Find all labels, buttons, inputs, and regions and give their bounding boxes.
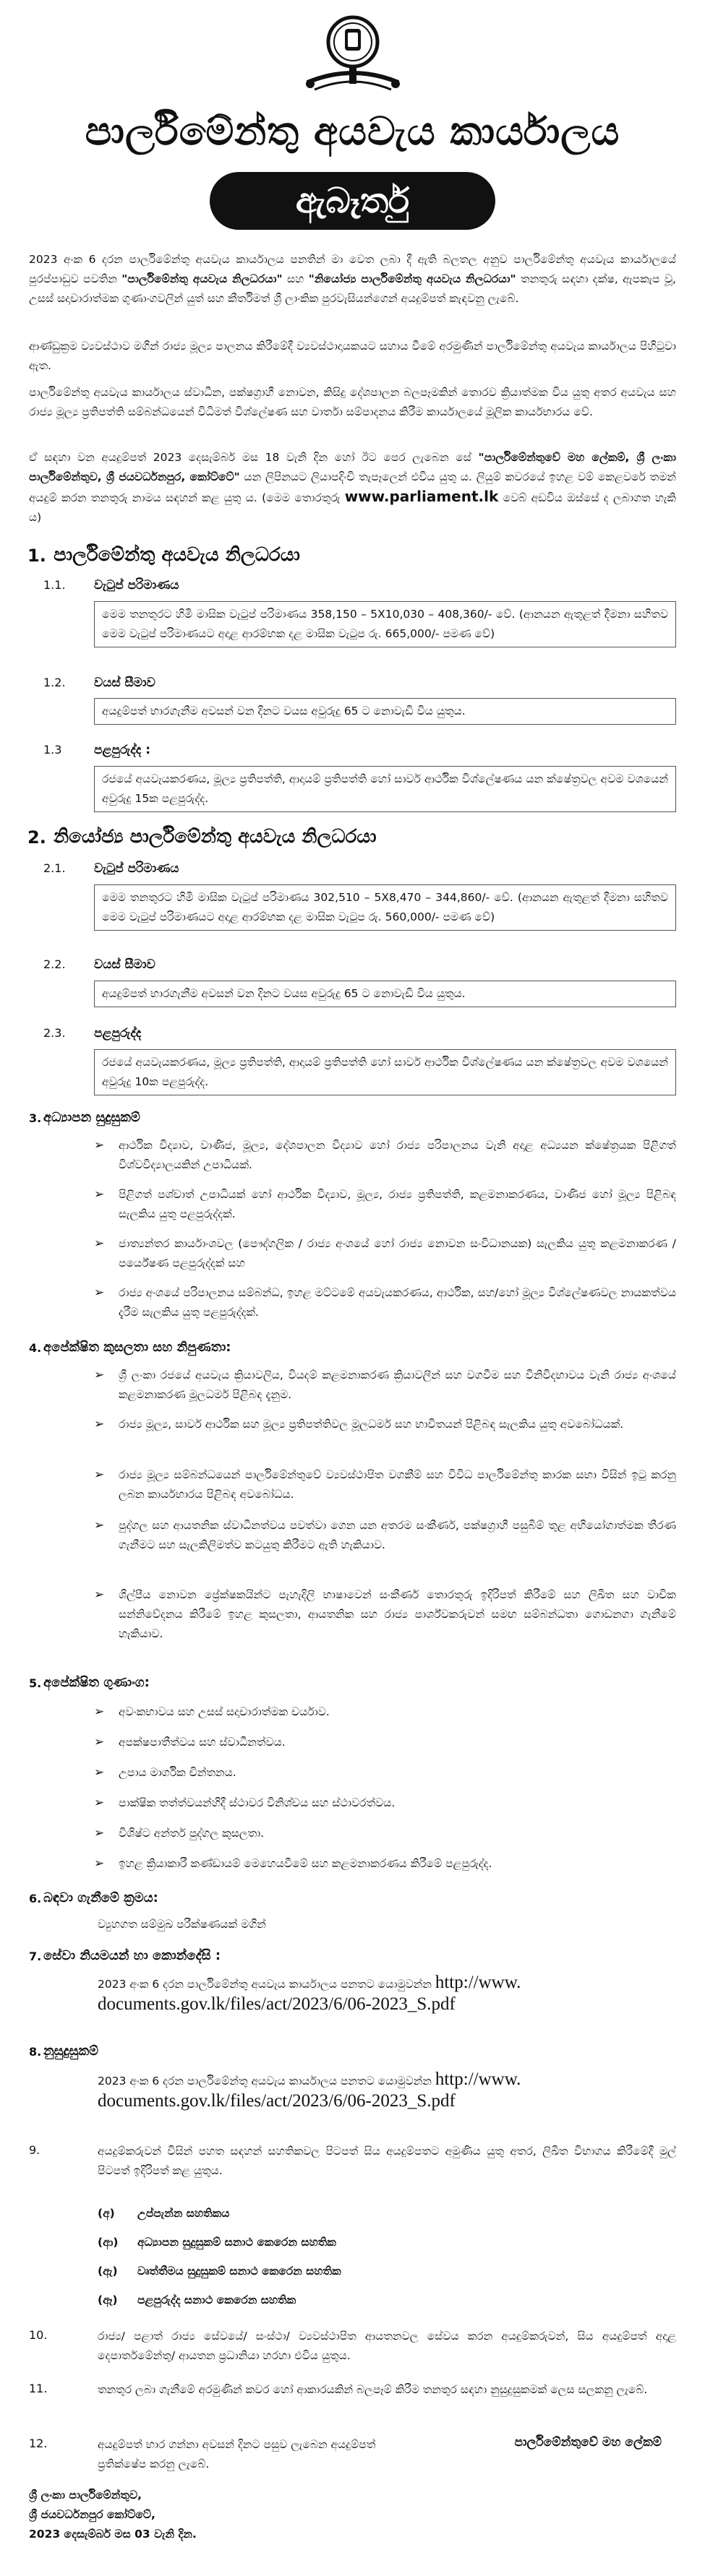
note-11: තනතුර ලබා ගැනීමේ අරමුණින් කවර හෝ ආකාරයකින් බලපෑම් කිරීම තනතුර සඳහා නුසුදුසුකමක් ලෙස සලකනු ලැබේ. (98, 2383, 648, 2396)
office-title: පාර්ලිමේන්තු අයවැය කාර්යාලය (85, 108, 620, 154)
intro-paragraph-4: ඒ සඳහා වන අයදුම්පත් 2023 දෙසැම්බර් මස 18 වැනි දින හෝ ඊට පෙර ලැබෙන සේ "පාර්ලිමේන්තුවේ මහ ලේකම්, ශ්‍රී ලංකා පාර්ලිමේන්තුව, ශ්‍රී ජයවර්ධනපුර, කෝට්ටේ" යන ලිපිනයට ලියාපදිංචි තැපෑලෙන් එවිය යුතු ය. ලියුම් කවරයේ ඉහළ වම් කෙළවරේ තමන් අයදුම් කරන තනතුරු නාමය සඳහන් කළ යුතු ය. (මෙම තොරතුරු www.parliament.lk වෙබ් අඩවිය ඔස්සේ ද ලබාගත හැකි ය) (29, 451, 677, 524)
address-line: ශ්‍රී ලංකා පාර්ලිමේන්තුව, (29, 2489, 142, 2502)
recruitment-method-heading: බඳවා ගැනීමේ ක්‍රමය: (43, 1890, 158, 1905)
certificates-text: අයදුම්කරුවන් විසින් පහත සඳහන් සහතිකවල පිටපත් සිය අයදුම්පතට අමුණිය යුතු අතර, ලිඛිත විභාගය කිරීමේදී මුල් පිටපත් ඉදිරිපත් කළ යුතුය. (98, 2145, 676, 2177)
salary-scale-heading: වැටුප් පරිමාණය (94, 861, 179, 876)
list-item: ➢ පිළිගත් පශ්චාත් උපාධියක් හෝ ආර්ථික විද්‍යාව, මූල්‍ය, රාජ්‍ය ප්‍රතිපත්ති, කළමනාකරණය, වාණිජ හෝ මූල්‍ය පිළිබඳ සැලකිය යුතු පළපුරුද්දක්. (94, 1185, 676, 1224)
act-document-link[interactable]: documents.gov.lk/files/act/2023/6/06-2023_S.pdf (98, 1994, 456, 2014)
intro-paragraph-3: පාර්ලිමේන්තු අයවැය කාර්යාලය ස්වාධීන, පක්ෂග්‍රාහී නොවන, කිසිදු දේශපාලන බලපෑමකින් තොරව ක්‍රියාත්මක විය යුතු අතර අයවැය සහ රාජ්‍ය මූල්‍ය ප්‍රතිපත්ති සම්බන්ධයෙන් විධිමත් විශ්ලේෂණ සහ වාර්තා සම්පාදනය කිරීම කාර්යාලයේ මූලික කාර්යභාරය වේ. (29, 386, 676, 418)
salary-scale-heading: වැටුප් පරිමාණය (94, 578, 179, 593)
act-document-link[interactable]: documents.gov.lk/files/act/2023/6/06-2023_S.pdf (98, 2091, 456, 2111)
parliament-emblem-icon (300, 13, 406, 100)
list-item: ➢ රාජ්‍ය අංශයේ පරිපාලනය සම්බන්ධ, ඉහළ මට්ටමේ අයවැයකරණය, ආර්ථික, සහ/හෝ මූල්‍ය විශ්ලේෂණවල නායකත්වය දැරීම සැලකිය යුතු පළපුරුද්දක්. (94, 1283, 676, 1322)
age-limit-box: අයදුම්පත් භාරගැනීම අවසන් වන දිනට වයස අවුරුදු 65 ට නොවැඩි විය යුතුය. (94, 698, 676, 725)
act-document-link[interactable]: http://www. (435, 2069, 521, 2089)
age-limit-heading: වයස් සීමාව (94, 676, 155, 690)
section-title: පාර්ලිමේන්තු අයවැය නිලධරයා (54, 544, 300, 566)
experience-box: රජයේ අයවැයකරණය, මූල්‍ය ප්‍රතිපත්ති, ආදායම් ප්‍රතිපත්ති හෝ සාර්ව ආර්ථික විශ්ලේෂණය යන ක්ෂේත්‍රවල අවම වශයෙන් අවුරුදු 15ක පළපුරුද්ද. (94, 766, 676, 812)
experience-heading: පළපුරුද්ද (94, 1026, 142, 1041)
signatory-title: පාර්ලිමේන්තුවේ මහ ලේකම් (514, 2435, 662, 2450)
age-limit-box: අයදුම්පත් භාරගැනීම අවසන් වන දිනට වයස අවුරුදු 65 ට නොවැඩි විය යුතුය. (94, 981, 676, 1007)
disqualifications-text: 2023 අංක 6 දරන පාර්ලිමේන්තු අයවැය කාර්යාලය පනතට යොමුවන්න http://www. documents.gov.lk/files/act/2023/6/06-2023_S.pdf (98, 2069, 521, 2111)
skills-heading: අපේක්ෂිත කුසලතා සහ නිපුණතා: (43, 1340, 231, 1355)
attributes-heading: අපේක්ෂිත ගුණාංග: (43, 1675, 150, 1690)
list-item: ➢ රාජ්‍ය මූල්‍ය, සාර්ව ආර්ථික සහ මූල්‍ය ප්‍රතිපත්තිවල මූලධර්ම සහ භාවිතයන් පිළිබඳ සැලකිය යුතු අවබෝධයක්. (94, 1415, 676, 1434)
service-conditions-heading: සේවා නියමයන් හා කොන්දේසි : (43, 1948, 221, 1963)
list-item: (ආ) අධ්‍යාපන සුදුසුකම් සනාථ කෙරෙන සහතික (98, 2236, 336, 2249)
advertisement-page: පාර්ලිමේන්තු අයවැය කාර්යාලය ඇබෑර්තු 2023 අංක 6 දරන පාර්ලිමේන්තු අයවැය කාර්යාලය පනතින් මා වෙත ලබා දී ඇති බලතල අනුව පාර්ලිමේන්තු අයවැය කාර්යාලයේ පුරප්පාඩුව පවතින "පාර්ලිමේන්තු අයවැය නිලධරයා" සහ "නියෝජ්‍ය පාර්ලිමේන්තු අයවැය නිලධරයා" තනතුරු සඳහා දක්ෂ, ඇපකැප වූ, උසස් සදාචාරාත්මක ගුණාංගවලින් යුත් සහ කීර්තිමත් ශ්‍රී ලාංකික පුරවැසියන්ගෙන් අයදුම්පත් කැඳවනු ලැබේ. ආණ්ඩුක්‍රම ව්‍යවස්ථාව මගින් රාජ්‍ය මූල්‍ය පාලනය කිරීමේදී ව්‍යවස්ථාදායකයට සහාය වීමේ අරමුණින් පාර්ලිමේන්තු අයවැය කාර්යාලය පිහිටුවා ඇත. පාර්ලිමේන්තු අයවැය කාර්යාලය ස්වාධීන, පක්ෂග්‍රාහී නොවන, කිසිදු දේශපාලන බලපෑමකින් තොරව ක්‍රියාත්මක විය යුතු අතර අයවැය සහ රාජ්‍ය මූල්‍ය ප්‍රතිපත්ති සම්බන්ධයෙන් විධිමත් විශ්ලේෂණ සහ වාර්තා සම්පාදනය කිරීම කාර්යාලයේ මූලික කාර්යභාරය වේ. ඒ සඳහා වන අයදුම්පත් 2023 දෙසැම්බර් මස 18 වැනි දින හෝ ඊට පෙර ලැබෙන සේ "පාර්ලිමේන්තුවේ මහ ලේකම්, ශ්‍රී ලංකා පාර්ලිමේන්තුව, ශ්‍රී ජයවර්ධනපුර, කෝට්ටේ" යන ලිපිනයට ලියාපදිංචි තැපෑලෙන් එවිය යුතු ය. ලියුම් කවරයේ ඉහළ වම් කෙළවරේ තමන් අයදුම් කරන තනතුරු නාමය සඳහන් කළ යුතු ය. (මෙම තොරතුරු www.parliament.lk වෙබ් අඩවිය ඔස්සේ ද ලබාගත හැකි ය) 1. පාර්ලිමේන්තු අයවැය නිලධරයා 1.1. වැටුප් පරිමාණය මෙම තනතුරට හිමි මාසික වැටුප් පරිමාණය 358,150 – 5X10,030 – 408,360/- වේ. (ආනයන ඇතුළත් දීමනා සහිතව මෙම වැටුප් පරිමාණයට අදාළ ආරම්භක දළ මාසික වැටුප රු. 665,000/- පමණ වේ) 1.2. වයස් සීමාව අයදුම්පත් භාරගැනීම අවසන් වන දිනට වයස අවුරුදු 65 ට නොවැඩි විය යුතුය. 1.3 පළපුරුද්ද : රජයේ අයවැයකරණය, මූල්‍ය ප්‍රතිපත්ති, ආදායම් ප්‍රතිපත්ති හෝ සාර්ව ආර්ථික විශ්ලේෂණය යන ක්ෂේත්‍රවල අවම වශයෙන් අවුරුදු 15ක පළපුරුද්ද. 2. නියෝජ්‍ය පාර්ලිමේන්තු අයවැය නිලධරයා 2.1. වැටුප් පරිමාණය මෙම තනතුරට හිමි මාසික වැටුප් පරිමාණය 302,510 – 5X8,470 – 344,860/- වේ. (ආනයන ඇතුළත් දීමනා සහිතව මෙම වැටුප් පරිමාණයට අදාළ ආරම්භක දළ මාසික වැටුප රු. 560,000/- පමණ වේ) 2.2. වයස් සීමාව අයදුම්පත් භාරගැනීම අවසන් වන දිනට වයස අවුරුදු 65 ට නොවැඩි විය යුතුය. 2.3. පළපුරුද්ද රජයේ අයවැයකරණය, මූල්‍ය ප්‍රතිපත්ති, ආදායම් ප්‍රතිපත්ති හෝ සාර්ව ආර්ථික විශ්ලේෂණය යන ක්ෂේත්‍රවල අවම වශයෙන් අවුරුදු 10ක පළපුරුද්ද. 3. අධ්‍යාපන සුදුසුකම් ➢ ආර්ථික විද්‍යාව, වාණිජ, මූල්‍ය, දේශපාලන විද්‍යාව හෝ රාජ්‍ය පරිපාලනය වැනි අදාළ අධ්‍යයන ක්ෂේත්‍රයක පිළිගත් විශ්වවිද්‍යාලයකින් උපාධියක්. ➢ පිළිගත් පශ්චාත් උපාධියක් හෝ ආර්ථික විද්‍යාව, මූල්‍ය, රාජ්‍ය ප්‍රතිපත්ති, කළමනාකරණය, වාණිජ හෝ මූල්‍ය පිළිබඳ සැලකිය යුතු පළපුරුද්දක්. ➢ ජාත්‍යන්තර කාර්යාංශවල (පෞද්ගලික / රාජ්‍ය අංශයේ හෝ රාජ්‍ය නොවන සංවිධානයක) සැලකිය යුතු කළමනාකරණ / පර්යේෂණ පළපුරුද්දක් සහ ➢ රාජ්‍ය අංශයේ පරිපාලනය සම්බන්ධ, ඉහළ මට්ටමේ අයවැයකරණය, ආර්ථික, සහ/හෝ මූල්‍ය විශ්ලේෂණවල නායකත්වය දැරීම සැලකිය යුතු පළපුරුද්දක්. 4. අපේක්ෂිත කුසලතා සහ නිපුණතා: ➢ ශ්‍රී ලංකා රජයේ අයවැය ක්‍රියාවලිය, වියදම් කළමනාකරණ ක්‍රියාවලීන් සහ වගවීම සහ විනිවිදභාවය වැනි රාජ්‍ය අංශයේ කළමනාකරණ මූලධර්ම පිළිබඳ දැනුම. ➢ රාජ්‍ය මූල්‍ය, සාර්ව ආර්ථික සහ මූල්‍ය ප්‍රතිපත්තිවල මූලධර්ම සහ භාවිතයන් පිළිබඳ සැලකිය යුතු අවබෝධයක්. ➢ රාජ්‍ය මූල්‍ය සම්බන්ධයෙන් පාර්ලිමේන්තුවේ ව්‍යවස්ථාපිත වගකීම් සහ විවිධ පාර්ලිමේන්තු කාරක සභා විසින් ඉටු කරනු ලබන කාර්යභාරය පිළිබඳ අවබෝධය. ➢ පුද්ගල සහ ආයතනික ස්වාධීනත්වය පවත්වා ගෙන යන අතරම සංකීර්ණ, පක්ෂග්‍රාහී පසුබිම් තුළ අභියෝගාත්මක තීරණ ගැනීමට සහ සැලකිලිමත්ව කටයුතු කිරීමට ඇති හැකියාව. ➢ ශිල්පීය නොවන ප්‍රේක්ෂකයින්ට පැහැදිලි භාෂාවෙන් සංකීර්ණ තොරතුරු ඉදිරිපත් කිරීමේ සහ ලිඛිත සහ වාචික සන්නිවේදනය කිරීමේ ඉහළ කුසලතා, ආයතනික සහ රාජ්‍ය පාර්ශ්වකරුවන් සමඟ සම්බන්ධතා ගොඩනගා ගැනීමේ හැකියාව. 5. අපේක්ෂිත ගුණාංග: ➢ අවංකභාවය සහ උසස් සදාචාරාත්මක චර්යාව. ➢ අපක්ෂපාතීත්වය සහ ස්වාධීනත්වය. ➢ උපාය මාර්ගික චින්තනය. ➢ පාක්ෂික තත්ත්වයන්හිදී ස්ථාවර විනිශ්චය සහ ස්ථාවරත්වය. ➢ විශිෂ්ට අන්තර් පුද්ගල කුසලතා. ➢ ඉහළ ක්‍රියාකාරී කණ්ඩායම් මෙහෙයවීමේ සහ කළමනාකරණය කිරීමේ පළපුරුද්ද. 6. බඳවා ගැනීමේ ක්‍රමය: ව්‍යුහගත සම්මුඛ පරීක්ෂණයක් මගින් 7. සේවා නියමයන් හා කොන්දේසි : 2023 අංක 6 දරන පාර්ලිමේන්තු අයවැය කාර්යාලය පනතට යොමුවන්න http://www. documents.gov.lk/files/act/2023/6/06-2023_S.pdf 8. නුසුදුසුකම් 2023 අංක 6 දරන පාර්ලිමේන්තු අයවැය කාර්යාලය පනතට යොමුවන්න http://www. documents.gov.lk/files/act/2023/6/06-2023_S.pdf 9. අයදුම්කරුවන් විසින් පහත සඳහන් සහතිකවල පිටපත් සිය අයදුම්පතට අමුණිය යුතු අතර, ලිඛිත විභාගය කිරීමේදී මුල් පිටපත් ඉදිරිපත් කළ යුතුය. (අ) උප්පැන්න සහතිකය (ආ) අධ්‍යාපන සුදුසුකම් සනාථ කෙරෙන සහතික (ඇ) වෘත්තීමය සුදුසුකම් සනාථ කෙරෙන සහතික (ඈ) පළපුරුද්ද සනාථ කෙරෙන සහතික 10. රාජ්‍ය/ පළාත් රාජ්‍ය සේවයේ/ සංස්ථා/ ව්‍යවස්ථාපිත ආයතනවල සේවය කරන අයදුම්කරුවන්, සිය අයදුම්පත් අදාළ දෙපාර්තමේන්තු/ ආයතන ප්‍රධානියා හරහා එවිය යුතුය. 11. තනතුර ලබා ගැනීමේ අරමුණින් කවර හෝ ආකාරයකින් බලපෑම් කිරීම තනතුර සඳහා නුසුදුසුකමක් ලෙස සලකනු ලැබේ. 12. අයදුම්පත් භාර ගන්නා අවසන් දිනට පසුව ලැබෙන අයදුම්පත් ප්‍රතික්ෂේප කරනු ලැබේ. පාර්ලිමේන්තුවේ මහ ලේකම් ශ්‍රී ලංකා පාර්ලිමේන්තුව, ශ්‍රී ජයවර්ධනපුර කෝට්ටේ, 2023 දෙසැම්බර් මස 03 වැනි දින. (0, 0, 705, 2576)
list-item: (ඇ) වෘත්තීමය සුදුසුකම් සනාථ කෙරෙන සහතික (98, 2265, 341, 2278)
list-item: ➢ ඉහළ ක්‍රියාකාරී කණ්ඩායම් මෙහෙයවීමේ සහ කළමනාකරණය කිරීමේ පළපුරුද්ද. (94, 1854, 676, 1874)
list-item: ➢ ශිල්පීය නොවන ප්‍රේක්ෂකයින්ට පැහැදිලි භාෂාවෙන් සංකීර්ණ තොරතුරු ඉදිරිපත් කිරීමේ සහ ලිඛිත සහ වාචික සන්නිවේදනය කිරීමේ ඉහළ කුසලතා, ආයතනික සහ රාජ්‍ය පාර්ශ්වකරුවන් සමඟ සම්බන්ධතා ගොඩනගා ගැනීමේ හැකියාව. (94, 1585, 676, 1644)
list-item: ➢ අපක්ෂපාතීත්වය සහ ස්වාධීනත්වය. (94, 1733, 676, 1752)
recruitment-method-text: ව්‍යුහගත සම්මුඛ පරීක්ෂණයක් මගින් (98, 1918, 266, 1931)
age-limit-heading: වයස් සීමාව (94, 957, 155, 972)
address-line: ශ්‍රී ජයවර්ධනපුර කෝට්ටේ, (29, 2508, 155, 2521)
experience-box: රජයේ අයවැයකරණය, මූල්‍ය ප්‍රතිපත්ති, ආදායම් ප්‍රතිපත්ති හෝ සාර්ව ආර්ථික විශ්ලේෂණය යන ක්ෂේත්‍රවල අවම වශයෙන් අවුරුදු 10ක පළපුරුද්ද. (94, 1049, 676, 1095)
intro-paragraph-1: 2023 අංක 6 දරන පාර්ලිමේන්තු අයවැය කාර්යාලය පනතින් මා වෙත ලබා දී ඇති බලතල අනුව පාර්ලිමේන්තු අයවැය කාර්යාලයේ පුරප්පාඩුව පවතින "පාර්ලිමේන්තු අයවැය නිලධරයා" සහ "නියෝජ්‍ය පාර්ලිමේන්තු අයවැය නිලධරයා" තනතුරු සඳහා දක්ෂ, ඇපකැප වූ, උසස් සදාචාරාත්මක ගුණාංගවලින් යුත් සහ කීර්තිමත් ශ්‍රී ලාංකික පුරවැසියන්ගෙන් අයදුම්පත් කැඳවනු ලැබේ. (29, 253, 676, 305)
note-12: අයදුම්පත් භාර ගන්නා අවසන් දිනට පසුව ලැබෙන අයදුම්පත් ප්‍රතික්ෂේප කරනු ලැබේ. (98, 2438, 376, 2471)
parliament-website-link[interactable]: www.parliament.lk (344, 488, 499, 505)
list-item: ➢ ආර්ථික විද්‍යාව, වාණිජ, මූල්‍ය, දේශපාලන විද්‍යාව හෝ රාජ්‍ය පරිපාලනය වැනි අදාළ අධ්‍යයන ක්ෂේත්‍රයක පිළිගත් විශ්වවිද්‍යාලයකින් උපාධියක්. (94, 1136, 676, 1175)
list-item: (අ) උප්පැන්න සහතිකය (98, 2207, 230, 2220)
list-item: ➢ රාජ්‍ය මූල්‍ය සම්බන්ධයෙන් පාර්ලිමේන්තුවේ ව්‍යවස්ථාපිත වගකීම් සහ විවිධ පාර්ලිමේන්තු කාරක සභා විසින් ඉටු කරනු ලබන කාර්යභාරය පිළිබඳ අවබෝධය. (94, 1465, 676, 1504)
list-item: ➢ පුද්ගල සහ ආයතනික ස්වාධීනත්වය පවත්වා ගෙන යන අතරම සංකීර්ණ, පක්ෂග්‍රාහී පසුබිම් තුළ අභියෝගාත්මක තීරණ ගැනීමට සහ සැලකිලිමත්ව කටයුතු කිරීමට ඇති හැකියාව. (94, 1516, 676, 1555)
list-item: ➢ විශිෂ්ට අන්තර් පුද්ගල කුසලතා. (94, 1824, 676, 1843)
salary-scale-box: මෙම තනතුරට හිමි මාසික වැටුප් පරිමාණය 358,150 – 5X10,030 – 408,360/- වේ. (ආනයන ඇතුළත් දීමනා සහිතව මෙම වැටුප් පරිමාණයට අදාළ ආරම්භක දළ මාසික වැටුප රු. 665,000/- පමණ වේ) (94, 601, 676, 647)
note-10: රාජ්‍ය/ පළාත් රාජ්‍ය සේවයේ/ සංස්ථා/ ව්‍යවස්ථාපිත ආයතනවල සේවය කරන අයදුම්කරුවන්, සිය අයදුම්පත් අදාළ දෙපාර්තමේන්තු/ ආයතන ප්‍රධානියා හරහා එවිය යුතුය. (98, 2330, 676, 2362)
list-item: ➢ අවංකභාවය සහ උසස් සදාචාරාත්මක චර්යාව. (94, 1702, 676, 1722)
list-item: ➢ පාක්ෂික තත්ත්වයන්හිදී ස්ථාවර විනිශ්චය සහ ස්ථාවරත්වය. (94, 1793, 676, 1813)
list-item: (ඈ) පළපුරුද්ද සනාථ කෙරෙන සහතික (98, 2293, 296, 2306)
list-item: ➢ උපාය මාර්ගික චින්තනය. (94, 1763, 676, 1783)
intro-paragraph-2: ආණ්ඩුක්‍රම ව්‍යවස්ථාව මගින් රාජ්‍ය මූල්‍ය පාලනය කිරීමේදී ව්‍යවස්ථාදායකයට සහාය වීමේ අරමුණින් පාර්ලිමේන්තු අයවැය කාර්යාලය පිහිටුවා ඇත. (29, 340, 676, 372)
act-document-link[interactable]: http://www. (435, 1973, 521, 1992)
list-item: ➢ ජාත්‍යන්තර කාර්යාංශවල (පෞද්ගලික / රාජ්‍ය අංශයේ හෝ රාජ්‍ය නොවන සංවිධානයක) සැලකිය යුතු කළමනාකරණ / පර්යේෂණ පළපුරුද්දක් සහ (94, 1234, 676, 1273)
experience-heading: පළපුරුද්ද : (94, 743, 151, 757)
education-heading: අධ්‍යාපන සුදුසුකම් (43, 1110, 140, 1125)
salary-scale-box: මෙම තනතුරට හිමි මාසික වැටුප් පරිමාණය 302,510 – 5X8,470 – 344,860/- වේ. (ආනයන ඇතුළත් දීමනා සහිතව මෙම වැටුප් පරිමාණයට අදාළ ආරම්භක දළ මාසික වැටුප රු. 560,000/- පමණ වේ) (94, 884, 676, 931)
service-conditions-text: 2023 අංක 6 දරන පාර්ලිමේන්තු අයවැය කාර්යාලය පනතට යොමුවන්න http://www. documents.gov.lk/files/act/2023/6/06-2023_S.pdf (98, 1973, 521, 2014)
disqualifications-heading: නුසුදුසුකම් (43, 2043, 99, 2059)
date-line: 2023 දෙසැම්බර් මස 03 වැනි දින. (29, 2528, 197, 2541)
section-title: නියෝජ්‍ය පාර්ලිමේන්තු අයවැය නිලධරයා (54, 826, 377, 848)
list-item: ➢ ශ්‍රී ලංකා රජයේ අයවැය ක්‍රියාවලිය, වියදම් කළමනාකරණ ක්‍රියාවලීන් සහ වගවීම සහ විනිවිදභාවය වැනි රාජ්‍ය අංශයේ කළමනාකරණ මූලධර්ම පිළිබඳ දැනුම. (94, 1366, 676, 1405)
vacancies-banner: ඇබෑර්තු (210, 172, 495, 230)
